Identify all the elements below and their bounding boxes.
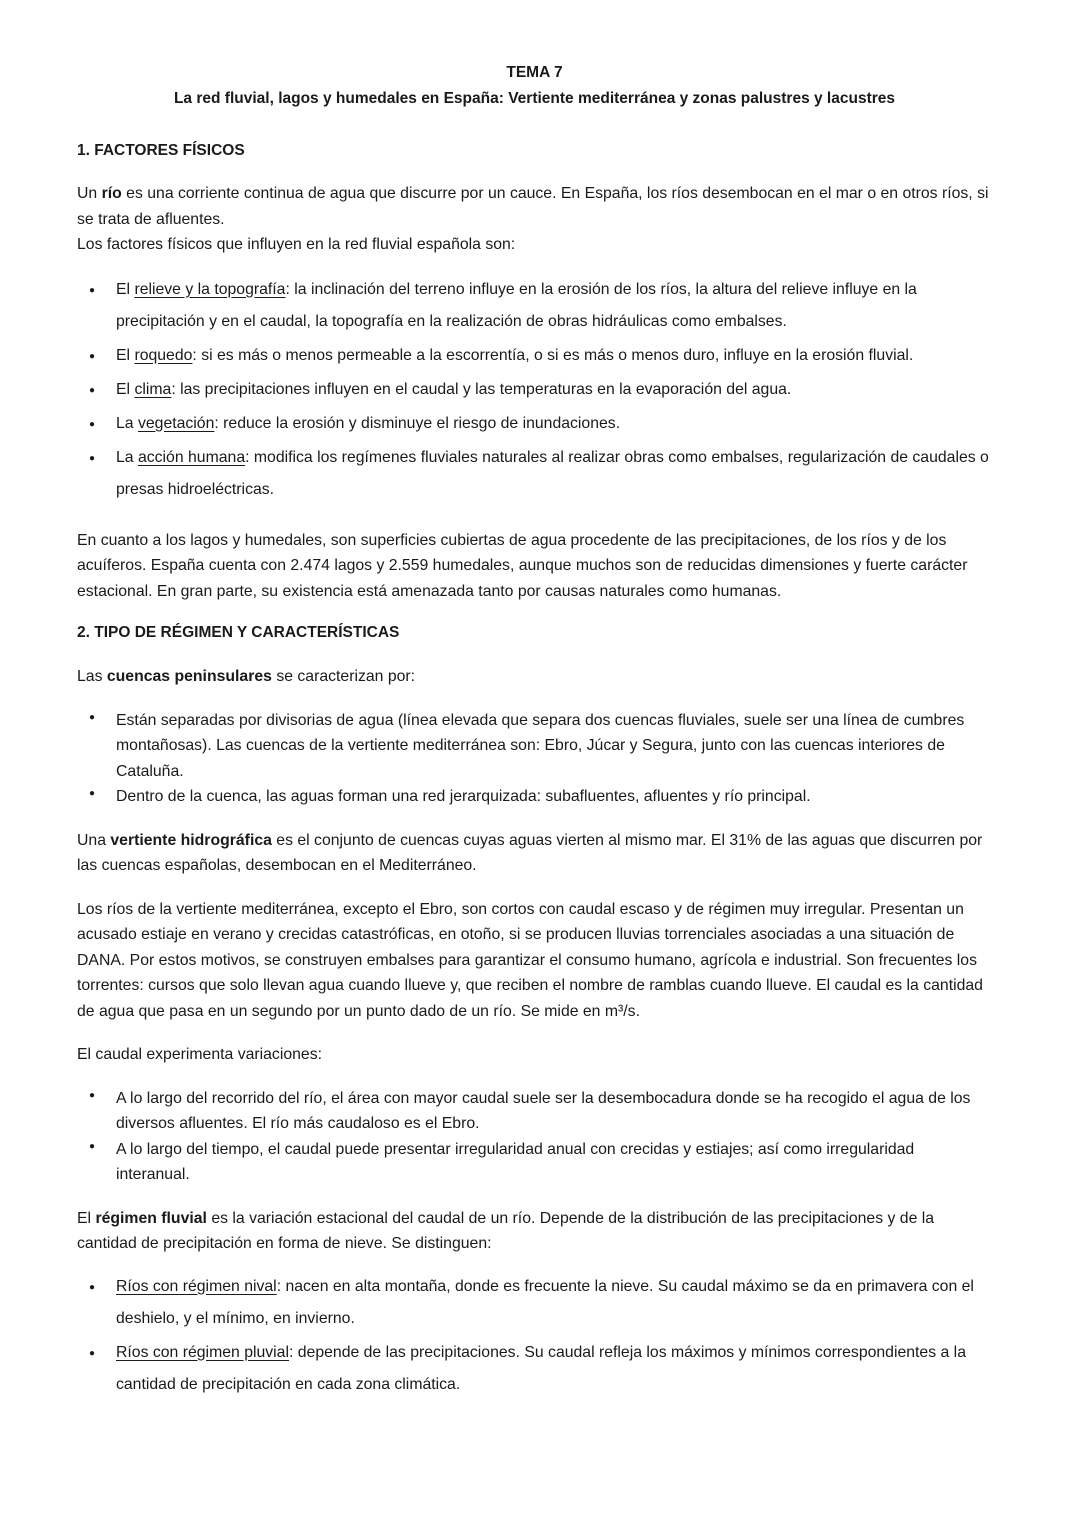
list-item: ● Están separadas por divisorias de agua (línea elevada que separa dos cuencas fluviales, suele ser una línea de cumbres montañosas). Las cuencas de la vertiente mediterránea son: Ebro, Júcar y Segura, junto con las cuencas interiores de Cataluña. [77,708,992,785]
document-page [77,60,992,1403]
cuencas-list [77,708,992,810]
paragraph-factores-intro: Los factores físicos que influyen en la red fluvial española son: [77,236,516,253]
title-block [77,60,992,112]
section-heading-factores: 1. FACTORES FÍSICOS [77,142,245,159]
section-heading-regimen: 2. TIPO DE RÉGIMEN Y CARACTERÍSTICAS [77,624,400,641]
factors-list [77,274,992,506]
list-item: ● El clima: las precipitaciones influyen en el caudal y las temperaturas en la evaporación del agua. [77,374,992,406]
paragraph-lagos: En cuanto a los lagos y humedales, son superficies cubiertas de agua procedente de las precipitaciones, de los ríos y de los acuíferos. España cuenta con 2.474 lagos y 2.559 humedales, aunque muchos son de reducidas dimensiones y fuerte carácter estacional. En gran parte, su existencia está amenazada tanto por causas naturales como humanas. [77,531,968,600]
list-item: ● El roquedo: si es más o menos permeable a la escorrentía, o si es más o menos duro, influye en la erosión fluvial. [77,340,992,372]
list-item: ● Ríos con régimen nival: nacen en alta montaña, donde es frecuente la nieve. Su caudal máximo se da en primavera con el deshielo, y el mínimo, en invierno. [77,1271,992,1335]
paragraph-caudal-intro: El caudal experimenta variaciones: [77,1046,322,1063]
page-title: TEMA 7 [506,64,563,81]
paragraph-rios-mediterraneos: Los ríos de la vertiente mediterránea, excepto el Ebro, son cortos con caudal escaso y de régimen muy irregular. Presentan un acusado estiaje en verano y crecidas catastróficas, en otoño, si se producen lluvias torrenciales asociadas a una situación de DANA. Por estos motivos, se construyen embalses para garantizar el consumo humano, agrícola e industrial. Son frecuentes los torrentes: cursos que solo llevan agua cuando llueve y, que reciben el nombre de ramblas cuando llueve. El caudal es la cantidad de agua que pasa en un segundo por un punto dado de un río. Se mide en m³/s. [77,900,983,1020]
list-item: ● Dentro de la cuenca, las aguas forman una red jerarquizada: subafluentes, afluentes y río principal. [77,784,992,810]
paragraph-rio: Un río es una corriente continua de agua que discurre por un cauce. En España, los ríos desembocan en el mar o en otros ríos, si se trata de afluentes. [77,185,989,228]
page-subtitle: La red fluvial, lagos y humedales en España: Vertiente mediterránea y zonas palustres y lacustres [173,90,896,107]
list-item: ● La vegetación: reduce la erosión y disminuye el riesgo de inundaciones. [77,408,992,440]
list-item: ● El relieve y la topografía: la inclinación del terreno influye en la erosión de los ríos, la altura del relieve influye en la precipitación y en el caudal, la topografía en la realización de obras hidráulicas como embalses. [77,274,992,338]
caudal-list [77,1086,992,1188]
paragraph-regimen-fluvial: El régimen fluvial es la variación estacional del caudal de un río. Depende de la distribución de las precipitaciones y de la cantidad de precipitación en forma de nieve. Se distinguen: [77,1209,935,1252]
regimen-list [77,1271,992,1401]
paragraph-vertiente: Una vertiente hidrográfica es el conjunto de cuencas cuyas aguas vierten al mismo mar. El 31% de las aguas que discurren por las cuencas españolas, desembocan en el Mediterráneo. [77,831,983,874]
list-item: ● A lo largo del tiempo, el caudal puede presentar irregularidad anual con crecidas y estiajes; así como irregularidad interanual. [77,1137,992,1188]
paragraph-cuencas: Las cuencas peninsulares se caracterizan por: [77,668,416,685]
list-item: ● Ríos con régimen pluvial: depende de las precipitaciones. Su caudal refleja los máximos y mínimos correspondientes a la cantidad de precipitación en cada zona climática. [77,1337,992,1401]
list-item: ● La acción humana: modifica los regímenes fluviales naturales al realizar obras como embalses, regularización de caudales o presas hidroeléctricas. [77,442,992,506]
list-item: ● A lo largo del recorrido del río, el área con mayor caudal suele ser la desembocadura donde se ha recogido el agua de los diversos afluentes. El río más caudaloso es el Ebro. [77,1086,992,1137]
